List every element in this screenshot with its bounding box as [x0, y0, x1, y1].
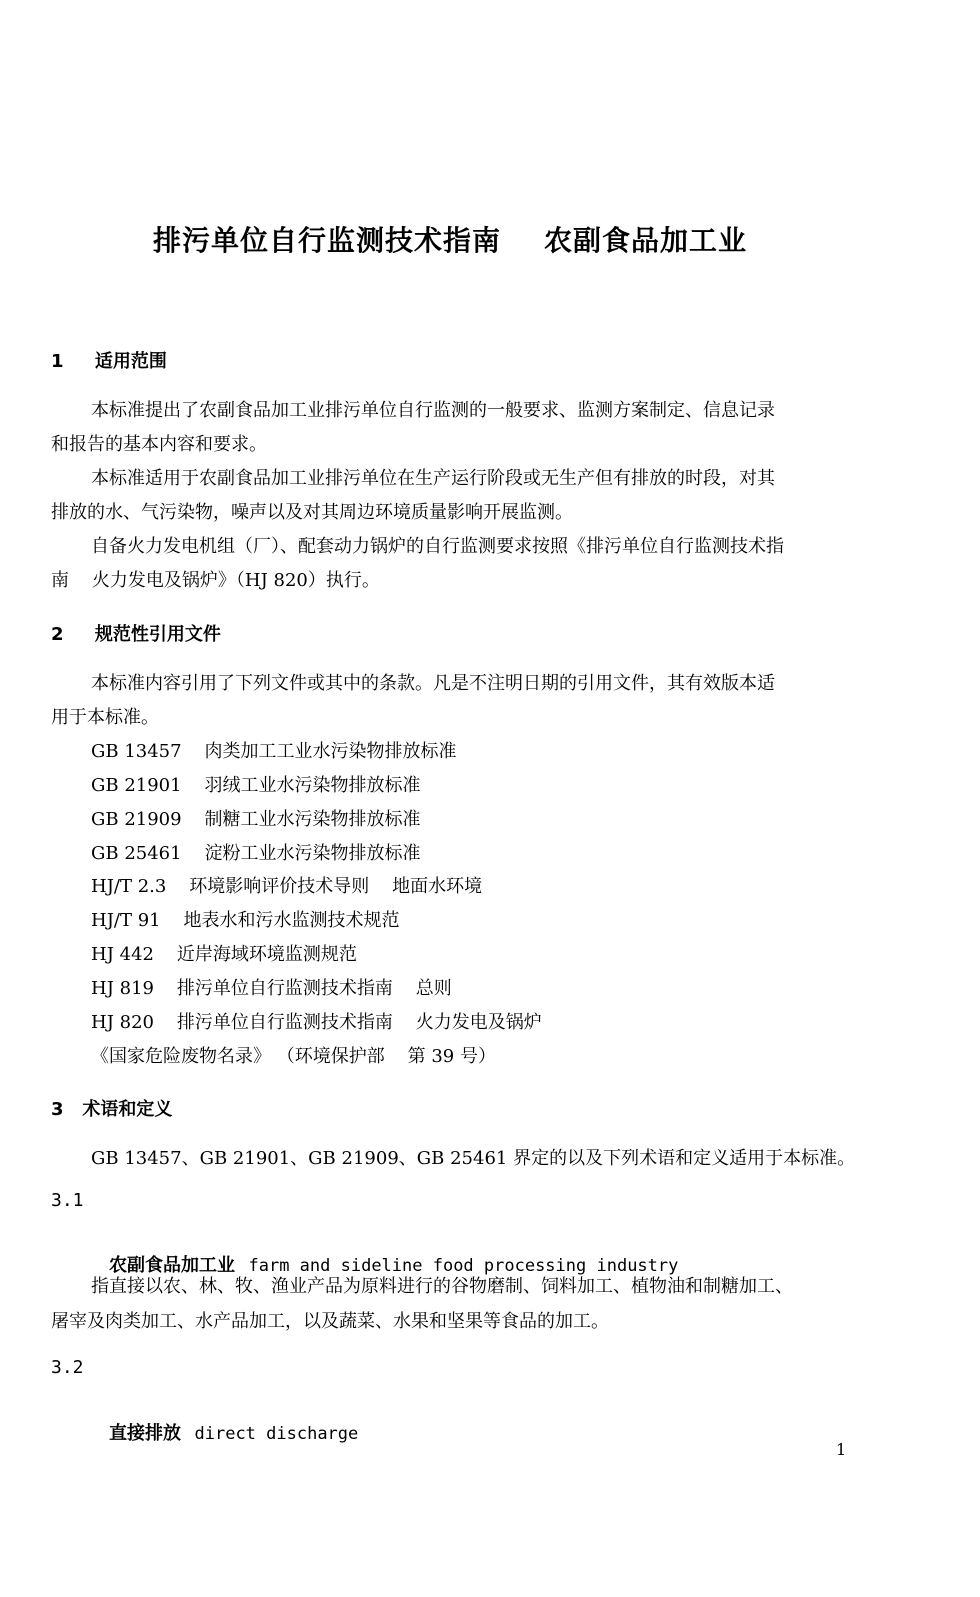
reference-item: GB 13457 肉类加工工业水污染物排放标准	[91, 741, 457, 762]
document-title: 排污单位自行监测技术指南 农副食品加工业	[153, 224, 747, 257]
reference-item: GB 21901 羽绒工业水污染物排放标准	[91, 775, 421, 796]
term-english: direct discharge	[194, 1424, 359, 1444]
definition-line: 指直接以农、林、牧、渔业产品为原料进行的谷物磨制、饲料加工、植物油和制糖加工、	[91, 1276, 793, 1297]
paragraph-line: 排放的水、气污染物，噪声以及对其周边环境质量影响开展监测。	[51, 502, 573, 523]
reference-item: HJ 820 排污单位自行监测技术指南 火力发电及锅炉	[91, 1012, 542, 1033]
term-number: 3.1	[51, 1190, 84, 1211]
definition-line: 屠宰及肉类加工、水产品加工，以及蔬菜、水果和坚果等食品的加工。	[51, 1311, 609, 1332]
paragraph-line: 本标准提出了农副食品加工业排污单位自行监测的一般要求、监测方案制定、信息记录	[91, 400, 775, 421]
reference-item: HJ/T 91 地表水和污水监测技术规范	[91, 910, 400, 931]
section-3-heading: 3 术语和定义	[51, 1099, 173, 1120]
reference-item: HJ 819 排污单位自行监测技术指南 总则	[91, 978, 452, 999]
reference-item: 《国家危险废物名录》 （环境保护部 第 39 号）	[91, 1046, 496, 1067]
term-chinese: 农副食品加工业	[109, 1255, 235, 1276]
section-2-heading: 2 规范性引用文件	[51, 624, 221, 645]
paragraph-line: 南 火力发电及锅炉》（HJ 820）执行。	[51, 570, 380, 591]
reference-item: HJ 442 近岸海域环境监测规范	[91, 944, 357, 965]
section-1-heading: 1 适用范围	[51, 351, 167, 372]
reference-item: HJ/T 2.3 环境影响评价技术导则 地面水环境	[91, 876, 483, 897]
reference-item: GB 25461 淀粉工业水污染物排放标准	[91, 843, 421, 864]
paragraph-line: 本标准内容引用了下列文件或其中的条款。凡是不注明日期的引用文件，其有效版本适	[91, 673, 775, 694]
page-number: 1	[836, 1440, 847, 1459]
paragraph-line: 和报告的基本内容和要求。	[51, 434, 267, 455]
term-english: farm and sideline food processing industry	[248, 1256, 679, 1276]
paragraph-line: 本标准适用于农副食品加工业排污单位在生产运行阶段或无生产但有排放的时段，对其	[91, 468, 775, 489]
term-chinese: 直接排放	[109, 1423, 181, 1444]
paragraph-line: 用于本标准。	[51, 707, 159, 728]
paragraph-line: GB 13457、GB 21901、GB 21909、GB 25461 界定的以及下列术语和定义适用于本标准。	[91, 1148, 856, 1169]
term-number: 3.2	[51, 1357, 84, 1378]
term-heading	[91, 1398, 358, 1466]
reference-item: GB 21909 制糖工业水污染物排放标准	[91, 809, 421, 830]
paragraph-line: 自备火力发电机组（厂）、配套动力锅炉的自行监测要求按照《排污单位自行监测技术指	[91, 536, 784, 557]
